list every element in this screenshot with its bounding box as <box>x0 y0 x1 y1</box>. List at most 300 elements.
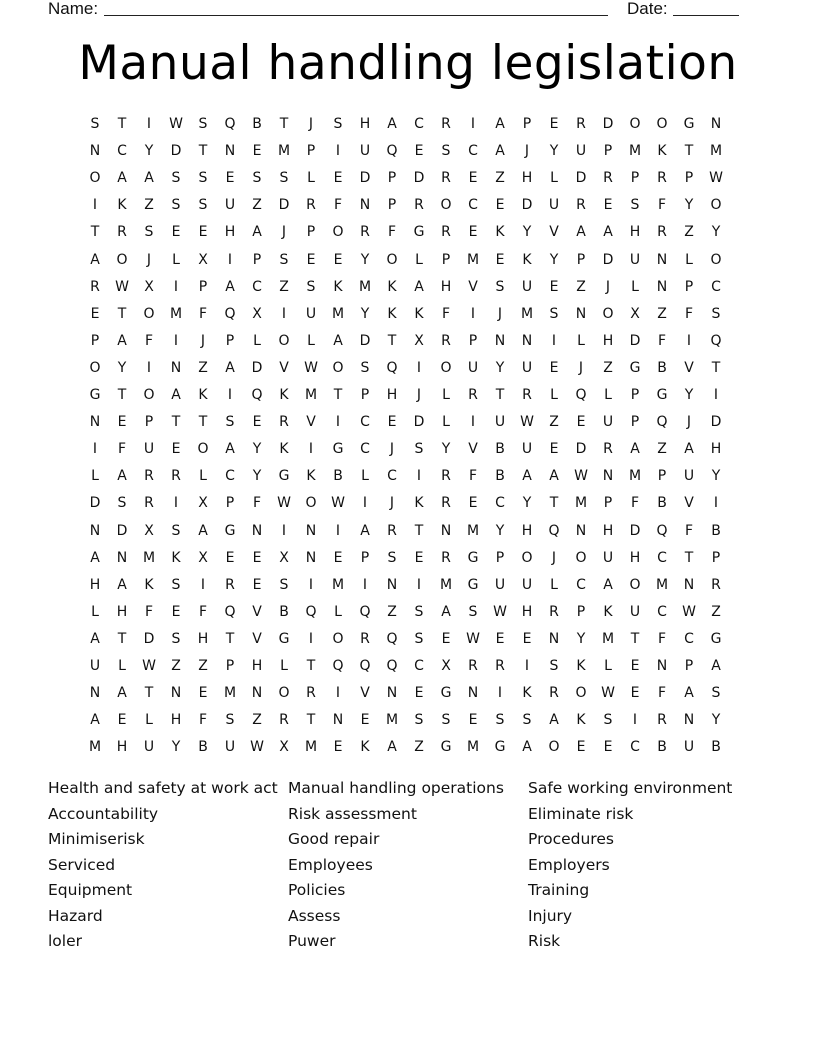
grid-letter: R <box>549 685 559 702</box>
grid-letter: V <box>279 359 289 376</box>
word-list-item: Hazard <box>48 906 103 925</box>
grid-letter: S <box>495 278 505 295</box>
grid-letter: X <box>198 495 208 512</box>
grid-letter: W <box>709 170 723 187</box>
grid-letter: R <box>387 522 397 539</box>
grid-letter: Y <box>549 143 559 160</box>
grid-letter: M <box>358 278 372 295</box>
grid-letter: G <box>278 630 290 647</box>
grid-letter: R <box>468 658 478 674</box>
grid-letter: M <box>628 143 642 160</box>
grid-letter: T <box>630 630 640 647</box>
grid-letter: H <box>116 603 128 620</box>
word-list-item: Serviced <box>48 855 116 874</box>
grid-letter: D <box>575 441 587 458</box>
word-list-item: Injury <box>528 906 573 925</box>
grid-letter: J <box>146 251 152 268</box>
grid-letter: I <box>146 116 152 132</box>
grid-letter: L <box>550 576 558 593</box>
grid-letter: Z <box>495 170 505 187</box>
grid-letter: D <box>143 630 155 647</box>
grid-letter: T <box>117 630 127 647</box>
grid-letter: E <box>549 441 559 458</box>
grid-letter: M <box>304 387 318 403</box>
grid-letter: K <box>576 712 586 729</box>
grid-letter: F <box>333 197 343 214</box>
grid-letter: Y <box>117 359 127 376</box>
grid-letter: C <box>225 468 235 485</box>
grid-letter: I <box>713 495 719 512</box>
grid-letter: V <box>468 441 478 458</box>
grid-letter: W <box>601 685 615 702</box>
grid-letter: C <box>468 143 478 160</box>
grid-letter: B <box>711 522 721 539</box>
grid-letter: Z <box>252 712 262 729</box>
grid-letter: D <box>278 197 290 214</box>
grid-letter: K <box>387 305 397 322</box>
grid-letter: P <box>576 251 586 268</box>
grid-letter: R <box>657 712 667 729</box>
word-list-item: Employers <box>528 855 610 874</box>
grid-letter: T <box>198 414 208 431</box>
grid-letter: S <box>414 441 424 458</box>
grid-letter: S <box>333 116 343 132</box>
grid-letter: N <box>683 712 695 729</box>
grid-letter: U <box>683 739 695 756</box>
grid-letter: P <box>387 170 397 187</box>
grid-letter: P <box>441 251 451 268</box>
grid-letter: I <box>497 685 503 702</box>
grid-letter: E <box>252 143 262 160</box>
grid-letter: Q <box>656 414 668 431</box>
grid-letter: H <box>521 522 533 539</box>
grid-letter: A <box>144 170 154 187</box>
grid-letter: I <box>335 685 341 702</box>
grid-letter: X <box>252 305 262 322</box>
grid-letter: O <box>332 359 344 376</box>
grid-letter: D <box>602 116 614 132</box>
grid-letter: M <box>88 739 102 756</box>
grid-letter: C <box>576 576 586 593</box>
grid-letter: P <box>684 170 694 187</box>
grid-row <box>83 710 743 737</box>
grid-row <box>83 548 743 575</box>
grid-letter: O <box>575 549 587 566</box>
grid-letter: O <box>629 576 641 593</box>
grid-letter: Y <box>252 441 262 458</box>
grid-letter: T <box>117 116 127 132</box>
grid-letter: N <box>548 630 560 647</box>
grid-letter: A <box>90 251 100 268</box>
grid-letter: O <box>89 170 101 187</box>
grid-letter: N <box>440 522 452 539</box>
grid-letter: A <box>117 468 127 485</box>
grid-letter: G <box>332 441 344 458</box>
grid-letter: C <box>387 468 397 485</box>
date-blank-line <box>673 15 739 16</box>
grid-letter: J <box>200 332 206 349</box>
grid-letter: M <box>331 305 345 322</box>
grid-letter: P <box>306 143 316 160</box>
grid-letter: C <box>630 739 640 756</box>
grid-letter: S <box>90 116 100 132</box>
grid-letter: R <box>441 116 451 132</box>
grid-letter: M <box>466 251 480 268</box>
grid-letter: R <box>495 658 505 674</box>
grid-letter: T <box>144 685 154 702</box>
grid-letter: Q <box>386 359 398 376</box>
grid-letter: S <box>144 224 154 241</box>
grid-letter: U <box>143 739 155 756</box>
grid-letter: N <box>602 468 614 485</box>
grid-letter: I <box>335 414 341 431</box>
grid-letter: I <box>227 251 233 268</box>
grid-letter: B <box>495 441 505 458</box>
grid-letter: E <box>630 685 640 702</box>
grid-letter: B <box>252 116 262 132</box>
grid-row <box>83 575 743 602</box>
grid-letter: E <box>90 305 100 322</box>
grid-letter: U <box>683 468 695 485</box>
grid-letter: D <box>629 522 641 539</box>
grid-letter: S <box>279 251 289 268</box>
grid-letter: R <box>441 549 451 566</box>
grid-letter: L <box>442 414 450 431</box>
word-list-item: Procedures <box>528 830 614 848</box>
grid-letter: B <box>657 739 667 756</box>
grid-letter: C <box>657 549 667 566</box>
grid-letter: Q <box>656 522 668 539</box>
grid-letter: I <box>308 576 314 593</box>
grid-letter: O <box>548 739 560 756</box>
grid-letter: Y <box>495 359 505 376</box>
grid-letter: I <box>146 359 152 376</box>
grid-letter: A <box>171 387 181 403</box>
grid-letter: R <box>306 685 316 702</box>
grid-letter: L <box>550 170 558 187</box>
grid-letter: G <box>710 630 722 647</box>
grid-letter: E <box>603 739 613 756</box>
grid-letter: S <box>711 305 721 322</box>
grid-letter: E <box>468 495 478 512</box>
grid-letter: N <box>332 712 344 729</box>
grid-letter: P <box>225 332 235 349</box>
grid-letter: U <box>521 441 533 458</box>
grid-letter: J <box>308 116 314 132</box>
grid-letter: L <box>91 468 99 485</box>
grid-letter: P <box>225 658 235 674</box>
grid-letter: Z <box>684 224 694 241</box>
grid-letter: H <box>602 522 614 539</box>
grid-letter: Z <box>711 603 721 620</box>
grid-letter: I <box>416 468 422 485</box>
grid-letter: K <box>414 495 424 512</box>
grid-letter: H <box>629 224 641 241</box>
grid-row <box>83 250 743 277</box>
grid-letter: E <box>117 712 127 729</box>
grid-letter: D <box>89 495 101 512</box>
grid-letter: T <box>90 224 100 241</box>
grid-letter: E <box>360 712 370 729</box>
grid-letter: W <box>304 359 318 376</box>
word-list-item: Safe working environment <box>528 779 733 797</box>
grid-letter: U <box>224 739 236 756</box>
grid-letter: U <box>521 359 533 376</box>
grid-letter: R <box>549 603 559 620</box>
word-list-item: Policies <box>288 881 346 899</box>
grid-letter: P <box>90 332 100 349</box>
grid-letter: K <box>279 441 289 458</box>
grid-letter: K <box>144 576 154 593</box>
grid-letter: E <box>333 549 343 566</box>
grid-letter: K <box>333 278 343 295</box>
grid-letter: H <box>197 630 209 647</box>
grid-letter: C <box>711 278 721 295</box>
grid-letter: N <box>305 549 317 566</box>
grid-letter: A <box>225 359 235 376</box>
grid-letter: Q <box>548 522 560 539</box>
grid-letter: H <box>251 658 263 674</box>
grid-letter: S <box>414 712 424 729</box>
grid-letter: S <box>198 197 208 214</box>
grid-letter: S <box>306 278 316 295</box>
grid-letter: E <box>630 658 640 674</box>
grid-letter: M <box>628 468 642 485</box>
grid-letter: S <box>252 170 262 187</box>
grid-letter: F <box>198 603 208 620</box>
grid-letter: S <box>171 197 181 214</box>
grid-letter: I <box>92 197 98 214</box>
grid-letter: Y <box>171 739 181 756</box>
grid-letter: D <box>116 522 128 539</box>
grid-letter: R <box>225 576 235 593</box>
grid-row <box>83 602 743 629</box>
grid-row <box>83 629 743 656</box>
grid-letter: G <box>440 685 452 702</box>
grid-letter: H <box>116 739 128 756</box>
grid-letter: F <box>468 468 478 485</box>
grid-letter: R <box>279 712 289 729</box>
grid-letter: Z <box>657 441 667 458</box>
grid-letter: T <box>684 549 694 566</box>
grid-letter: K <box>414 305 424 322</box>
grid-letter: I <box>200 576 206 593</box>
grid-letter: T <box>117 305 127 322</box>
grid-row <box>83 656 743 683</box>
word-list-item: Manual handling operations <box>288 779 504 797</box>
grid-letter: F <box>387 224 397 241</box>
grid-letter: X <box>441 658 451 674</box>
grid-letter: F <box>684 305 694 322</box>
grid-letter: U <box>494 414 506 431</box>
grid-letter: A <box>441 603 451 620</box>
grid-letter: A <box>117 170 127 187</box>
grid-letter: F <box>252 495 262 512</box>
grid-letter: E <box>306 251 316 268</box>
grid-letter: A <box>495 116 505 132</box>
grid-letter: M <box>709 143 723 160</box>
grid-row <box>83 277 743 304</box>
grid-letter: P <box>306 224 316 241</box>
grid-letter: G <box>656 387 668 403</box>
grid-letter: O <box>197 441 209 458</box>
grid-letter: Y <box>252 468 262 485</box>
grid-letter: O <box>116 251 128 268</box>
grid-letter: H <box>359 116 371 132</box>
grid-letter: W <box>142 658 156 674</box>
grid-row <box>83 168 743 195</box>
grid-letter: S <box>225 712 235 729</box>
grid-letter: M <box>385 712 399 729</box>
grid-letter: K <box>522 251 532 268</box>
grid-letter: N <box>305 522 317 539</box>
grid-letter: H <box>521 603 533 620</box>
grid-letter: R <box>576 116 586 132</box>
grid-letter: U <box>494 576 506 593</box>
grid-letter: T <box>333 387 343 403</box>
grid-row <box>83 683 743 710</box>
word-list-item: Employees <box>288 855 373 874</box>
grid-letter: U <box>359 143 371 160</box>
grid-row <box>83 412 743 439</box>
grid-letter: E <box>333 251 343 268</box>
grid-letter: E <box>333 170 343 187</box>
grid-letter: O <box>278 685 290 702</box>
grid-letter: P <box>387 197 397 214</box>
grid-letter: N <box>467 685 479 702</box>
grid-letter: O <box>386 251 398 268</box>
grid-letter: B <box>495 468 505 485</box>
grid-letter: J <box>389 441 395 458</box>
grid-letter: V <box>252 603 262 620</box>
grid-letter: X <box>198 251 208 268</box>
grid-letter: D <box>413 414 425 431</box>
grid-letter: T <box>198 143 208 160</box>
grid-letter: N <box>386 685 398 702</box>
grid-letter: V <box>360 685 370 702</box>
grid-letter: Z <box>171 658 181 674</box>
grid-letter: E <box>117 414 127 431</box>
grid-letter: R <box>117 224 127 241</box>
grid-letter: R <box>360 224 370 241</box>
grid-letter: B <box>333 468 343 485</box>
grid-letter: H <box>710 441 722 458</box>
grid-letter: Y <box>711 712 721 729</box>
grid-row <box>83 195 743 222</box>
grid-letter: A <box>90 549 100 566</box>
grid-letter: W <box>466 630 480 647</box>
grid-letter: E <box>549 359 559 376</box>
grid-letter: O <box>89 359 101 376</box>
grid-letter: J <box>497 305 503 322</box>
grid-letter: E <box>252 576 262 593</box>
grid-letter: R <box>657 170 667 187</box>
grid-letter: F <box>657 685 667 702</box>
grid-letter: C <box>657 603 667 620</box>
date-label: Date: <box>627 0 668 18</box>
grid-letter: Q <box>305 603 317 620</box>
grid-letter: E <box>414 549 424 566</box>
grid-letter: L <box>118 658 126 674</box>
grid-letter: A <box>684 441 694 458</box>
grid-letter: Z <box>657 305 667 322</box>
page-title: Manual handling legislation <box>78 36 738 91</box>
grid-letter: L <box>685 251 693 268</box>
grid-letter: D <box>359 170 371 187</box>
grid-row <box>83 493 743 520</box>
grid-letter: Z <box>144 197 154 214</box>
grid-letter: A <box>225 278 235 295</box>
grid-letter: F <box>657 332 667 349</box>
grid-letter: L <box>361 468 369 485</box>
grid-letter: J <box>281 224 287 241</box>
grid-letter: U <box>602 549 614 566</box>
grid-letter: G <box>224 522 236 539</box>
grid-letter: K <box>198 387 208 403</box>
grid-letter: A <box>603 576 613 593</box>
grid-letter: N <box>116 549 128 566</box>
grid-letter: O <box>629 116 641 132</box>
grid-letter: A <box>387 116 397 132</box>
grid-letter: K <box>657 143 667 160</box>
grid-letter: T <box>495 387 505 403</box>
grid-letter: F <box>198 305 208 322</box>
grid-row <box>83 358 743 385</box>
grid-letter: A <box>117 685 127 702</box>
grid-letter: X <box>414 332 424 349</box>
grid-letter: Z <box>576 278 586 295</box>
grid-letter: A <box>576 224 586 241</box>
grid-letter: C <box>684 630 694 647</box>
grid-letter: Y <box>684 387 694 403</box>
grid-letter: O <box>656 116 668 132</box>
grid-letter: C <box>252 278 262 295</box>
grid-letter: A <box>90 712 100 729</box>
grid-letter: T <box>306 712 316 729</box>
grid-letter: T <box>387 332 397 349</box>
grid-letter: F <box>117 441 127 458</box>
grid-letter: U <box>521 278 533 295</box>
grid-letter: K <box>387 278 397 295</box>
grid-letter: M <box>466 739 480 756</box>
grid-letter: X <box>279 739 289 756</box>
grid-letter: I <box>92 441 98 458</box>
grid-letter: Z <box>198 658 208 674</box>
grid-letter: T <box>684 143 694 160</box>
grid-letter: S <box>198 170 208 187</box>
grid-letter: C <box>360 441 370 458</box>
grid-letter: Z <box>549 414 559 431</box>
grid-letter: A <box>684 685 694 702</box>
grid-letter: A <box>414 278 424 295</box>
grid-letter: X <box>144 278 154 295</box>
grid-letter: N <box>89 685 101 702</box>
grid-letter: Q <box>224 305 236 322</box>
grid-letter: D <box>251 359 263 376</box>
grid-letter: Q <box>386 658 398 674</box>
grid-letter: A <box>387 739 397 756</box>
grid-letter: A <box>522 739 532 756</box>
grid-letter: U <box>224 197 236 214</box>
grid-letter: R <box>441 224 451 241</box>
grid-letter: L <box>604 658 612 674</box>
grid-letter: F <box>630 495 640 512</box>
grid-letter: M <box>601 630 615 647</box>
grid-letter: A <box>225 441 235 458</box>
grid-letter: S <box>198 116 208 132</box>
grid-letter: C <box>468 197 478 214</box>
grid-letter: P <box>603 495 613 512</box>
